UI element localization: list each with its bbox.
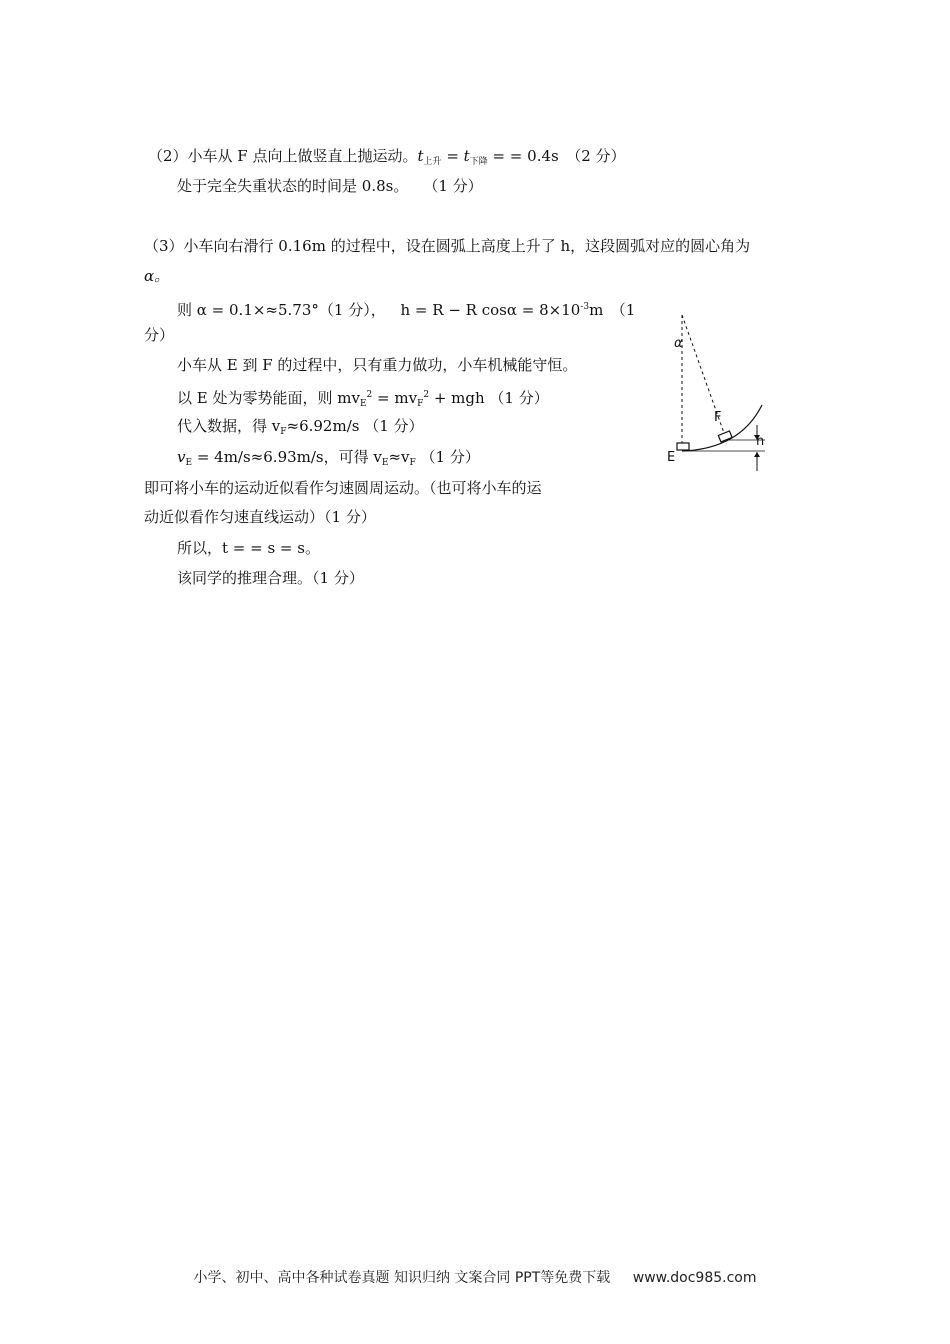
arc-figure xyxy=(660,305,800,480)
part3-line10: 动近似看作匀速直线运动）（1 分） xyxy=(144,508,376,526)
arc-track xyxy=(682,405,765,451)
alpha-label: α xyxy=(674,336,683,351)
part3-line12: 该同学的推理合理。（1 分） xyxy=(177,569,364,587)
text: 则 α = 0.1×≈5.73°（1 分）， xyxy=(177,301,386,319)
text: ≈v xyxy=(388,448,410,466)
subscript: E xyxy=(185,458,193,468)
part3-line2: α。 xyxy=(144,267,170,285)
part3-line1: （3）小车向右滑行 0.16m 的过程中，设在圆弧上高度上升了 h，这段圆弧对应的圆心角为 xyxy=(144,237,751,255)
superscript: 2 xyxy=(423,390,430,400)
text: = 4m/s≈6.93m/s，可得 v xyxy=(192,448,382,466)
subscript: E xyxy=(359,399,367,409)
text: 以 E 处为零势能面，则 mv xyxy=(177,389,360,407)
footer xyxy=(0,1267,950,1287)
text: （1 分） xyxy=(415,448,480,466)
part3-line8 xyxy=(177,447,480,473)
text: h = R − R cosα = 8×10 xyxy=(400,301,581,319)
subscript: F xyxy=(280,427,287,437)
h-label: h xyxy=(756,434,765,449)
text: t xyxy=(417,147,424,165)
text: v xyxy=(177,448,186,466)
text: t xyxy=(463,147,470,165)
text: = mv xyxy=(372,389,418,407)
text: m （1 xyxy=(589,301,636,319)
part3-line3 xyxy=(177,297,635,320)
part3-line11: 所以，t = = s = s。 xyxy=(177,539,320,557)
part2-line1 xyxy=(148,146,626,172)
e-label: E xyxy=(667,450,676,465)
part2-line2: 处于完全失重状态的时间是 0.8s。 （1 分） xyxy=(177,177,483,195)
text: ≈6.92m/s （1 分） xyxy=(286,417,424,435)
superscript: 2 xyxy=(366,390,373,400)
subscript: F xyxy=(417,399,424,409)
part3-line9: 即可将小车的运动近似看作匀速圆周运动。（也可将小车的运 xyxy=(144,479,542,497)
part3-line4: 分） xyxy=(144,326,175,344)
part3-line6 xyxy=(177,385,549,414)
text: + mgh （1 分） xyxy=(429,389,549,407)
part3-line5: 小车从 E 到 F 的过程中，只有重力做功，小车机械能守恒。 xyxy=(177,356,578,374)
footer-text: 小学、初中、高中各种试卷真题 知识归纳 文案合同 PPT等免费下载 xyxy=(193,1270,611,1286)
text: = xyxy=(441,147,464,165)
footer-url[interactable]: www.doc985.com xyxy=(632,1270,757,1286)
superscript: -3 xyxy=(580,302,590,312)
f-label: F xyxy=(714,410,722,425)
text: 代入数据，得 v xyxy=(177,417,281,435)
subscript: F xyxy=(409,458,416,468)
arrow-up-head xyxy=(754,452,760,457)
text: （2）小车从 F 点向上做竖直上抛运动。 xyxy=(148,147,418,165)
subscript: 下降 xyxy=(469,157,488,167)
subscript: 上升 xyxy=(423,157,442,167)
cart-e xyxy=(677,443,689,450)
part3-line7 xyxy=(177,416,424,442)
text: = = 0.4s （2 分） xyxy=(487,147,626,165)
subscript: E xyxy=(381,458,389,468)
